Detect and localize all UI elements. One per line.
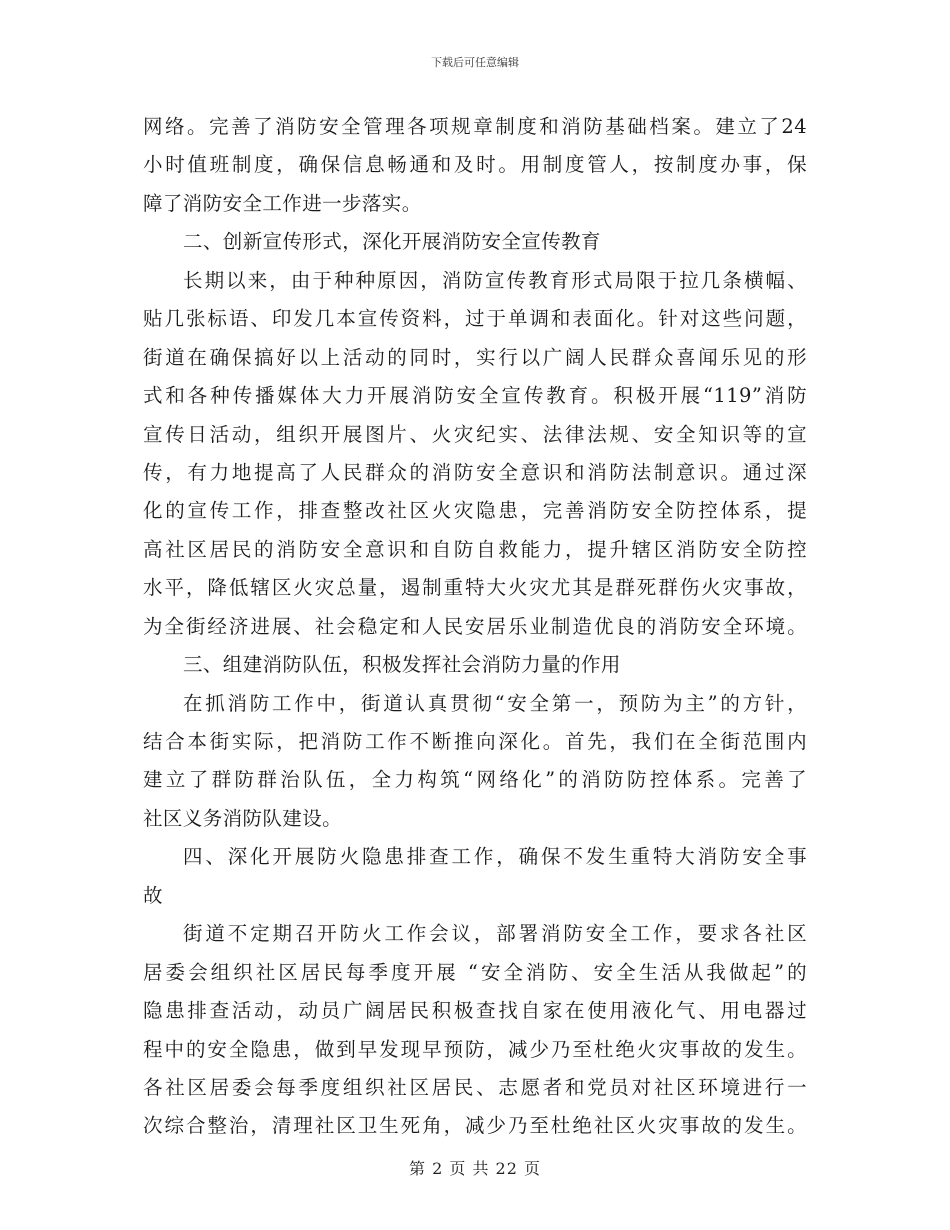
text-line: 四、深化开展防火隐患排查工作，确保不发生重特大消防安全事 [183, 845, 807, 869]
text-line: 高社区居民的消防安全意识和自防自救能力，提升辖区消防安全防控 [143, 537, 807, 561]
text-line: 隐患排查活动，动员广阔居民积极查找自家在使用液化气、用电器过 [143, 999, 807, 1023]
text-line: 网络。完善了消防安全管理各项规章制度和消防基础档案。建立了24 [143, 115, 807, 138]
text-line: 为全街经济进展、社会稳定和人民安居乐业制造优良的消防安全环境。 [143, 614, 807, 638]
text-line: 化的宣传工作，排查整改社区火灾隐患，完善消防安全防控体系，提 [143, 499, 807, 523]
text-line: 程中的安全隐患，做到早发现早预防，减少乃至杜绝火灾事故的发生。 [143, 1037, 807, 1061]
text-line: 社区义务消防队建设。 [143, 806, 343, 830]
text-line: 街道不定期召开防火工作会议，部署消防安全工作，要求各社区 [183, 922, 807, 946]
text-line: 二、创新宣传形式，深化开展消防安全宣传教育 [183, 230, 601, 254]
page-header: 下载后可任意编辑 [431, 56, 519, 69]
text-line: 居委会组织社区居民每季度开展 “安全消防、安全生活从我做起”的 [143, 960, 807, 984]
text-line: 街道在确保搞好以上活动的同时，实行以广阔人民群众喜闻乐见的形 [143, 345, 807, 369]
text-line: 故 [143, 883, 163, 907]
text-line: 各社区居委会每季度组织社区居民、志愿者和党员对社区环境进行一 [143, 1075, 807, 1099]
text-line: 在抓消防工作中，街道认真贯彻“安全第一，预防为主”的方针， [183, 691, 807, 715]
text-line: 传，有力地提高了人民群众的消防安全意识和消防法制意识。通过深 [143, 460, 807, 484]
document-body [143, 108, 807, 1146]
text-line: 小时值班制度，确保信息畅通和及时。用制度管人，按制度办事，保 [143, 153, 807, 177]
text-line: 建立了群防群治队伍，全力构筑“网络化”的消防防控体系。完善了 [143, 768, 807, 792]
text-line: 次综合整治，清理社区卫生死角，减少乃至杜绝社区火灾事故的发生。 [143, 1114, 807, 1138]
text-line: 水平，降低辖区火灾总量，遏制重特大火灾尤其是群死群伤火灾事故， [143, 576, 807, 600]
text-line: 结合本街实际，把消防工作不断推向深化。首先，我们在全街范围内 [143, 730, 807, 753]
text-line: 三、组建消防队伍，积极发挥社会消防力量的作用 [183, 653, 621, 677]
text-line: 式和各种传播媒体大力开展消防安全宣传教育。积极开展“119”消防 [143, 384, 807, 408]
text-line: 长期以来，由于种种原因，消防宣传教育形式局限于拉几条横幅、 [183, 268, 807, 292]
page-footer: 第 2 页 共 22 页 [409, 1159, 541, 1178]
text-line: 宣传日活动，组织开展图片、火灾纪实、法律法规、安全知识等的宣 [143, 422, 807, 446]
text-line: 障了消防安全工作进一步落实。 [143, 191, 422, 215]
text-line: 贴几张标语、印发几本宣传资料，过于单调和表面化。针对这些问题， [143, 307, 807, 331]
